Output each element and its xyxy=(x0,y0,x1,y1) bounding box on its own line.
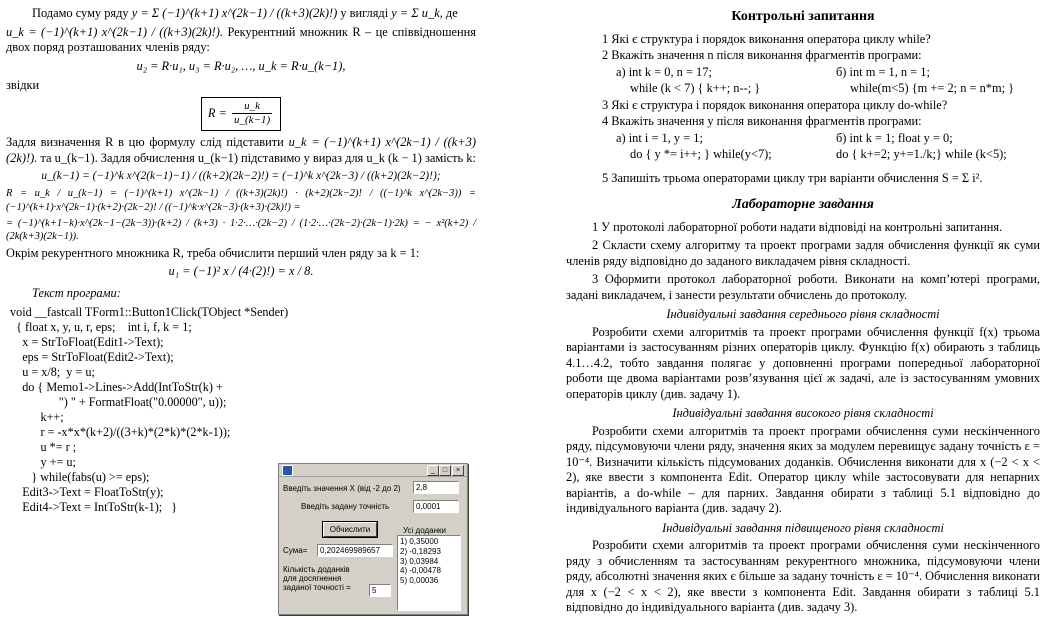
x-input[interactable]: 2,8 xyxy=(413,481,459,494)
code-line: Edit3->Text = FloatToStr(y); xyxy=(10,485,164,500)
lab-task-3: 3 Оформити протокол лабораторної роботи. Виконати на комп’ютері програми, задані викладачем, і занести результати обчислень до протоколу. xyxy=(566,272,1040,302)
code-line: u *= r ; xyxy=(10,440,77,455)
intro-text-b: у вигляді xyxy=(340,6,389,20)
x-label: Введіть значення Х (від -2 до 2) xyxy=(283,484,401,493)
question-2: 2 Вкажіть значення n після виконання фрагментів програми: xyxy=(602,48,922,62)
code-line: eps = StrToFloat(Edit2->Text); xyxy=(10,350,174,365)
code-line: ") " + FormatFloat("0.00000", u)); xyxy=(10,395,227,410)
code-line: r = -x*x*(k+2)/((3+k)*(2*k)*(2*k-1)); xyxy=(10,425,231,440)
uk-inline-formula: u_k = (−1)^(k+1) x^(2k−1) / ((k+3)(2k)!). xyxy=(6,135,476,165)
program-caption: Текст програми: xyxy=(32,285,121,300)
minimize-button[interactable]: _ xyxy=(427,465,439,476)
calculate-button[interactable]: Обчислити xyxy=(323,522,377,537)
intro-paragraph xyxy=(6,6,476,22)
whence-text: звідки xyxy=(6,78,40,92)
question-4-options-line-1 xyxy=(566,131,1040,147)
subst-text-b: та u_(k−1). Задля обчислення u_(k−1) підставимо у вираз для u_k (k − 1) замість k: xyxy=(40,150,476,165)
first-term-text: Окрім рекурентного множника R, треба обчислити перший член ряду за k = 1: xyxy=(6,245,420,260)
u1-formula: u₁ = (−1)² x / (4·(2)!) = x / 8. xyxy=(168,264,314,279)
close-button[interactable]: × xyxy=(452,465,464,476)
ukm1-formula: u_(k−1) = (−1)^k x^(2(k−1)−1) / ((k+2)(2k−2)!) = (−1)^k x^(2k−3) / ((k+2)(2k−2)!); xyxy=(41,170,441,182)
left-column xyxy=(6,6,476,515)
question-2-options-line-1 xyxy=(566,65,1040,81)
q2-option-a-decl: а) int k = 0, n = 17; xyxy=(616,64,712,79)
window-titlebar[interactable] xyxy=(279,464,467,477)
q2-option-b-decl: б) int m = 1, n = 1; xyxy=(836,64,930,79)
lab-task-2: 2 Скласти схему алгоритму та проект програми задля обчислення функції як суми членів ряду відповідно до заданого викладачем рівня складності. xyxy=(566,238,1040,268)
series-sum-formula: y = Σ u_k, xyxy=(391,6,443,20)
questions-title: Контрольні запитання xyxy=(731,9,875,24)
memo-line: 3) 0,03984 xyxy=(400,556,439,566)
eps-input[interactable]: 0,0001 xyxy=(413,500,459,513)
q2-option-b-loop: while(m<5) {m += 2; n = n*m; } xyxy=(850,81,1015,95)
uk-paragraph xyxy=(6,25,476,56)
r-boxed-formula xyxy=(6,97,476,132)
q2-option-a-loop: while (k < 7) { k++; n--; } xyxy=(630,81,761,95)
r-expansion-line-1: R = u_k / u_(k−1) = (−1)^(k+1) x^(2k−1) / ((k+3)(2k)!) · (k+2)(2k−2)! / ((−1)^k x^(2k−3)) = (−1)^(k+1)·x^(2k−1)·(k+2)·(2k−2)! / ((−1)^k·x^(2k−3)·(k+3)·(2k)!) = xyxy=(6,188,476,213)
memo-line: 1) 0,35000 xyxy=(400,537,439,546)
code-line: } while(fabs(u) >= eps); xyxy=(10,470,150,485)
all-terms-label: Усі доданки xyxy=(403,526,446,535)
question-4: 4 Вкажіть значення y після виконання фрагментів програми: xyxy=(602,114,922,128)
sum-label: Сума= xyxy=(283,546,308,555)
question-1: 1 Які є структура і порядок виконання оператора циклу while? xyxy=(602,31,931,46)
eps-label: Введіть задану точність xyxy=(301,502,390,511)
count-label: Кількість доданків для досягнення заданої точності = xyxy=(283,565,351,592)
code-line: y += u; xyxy=(10,455,76,470)
code-line: Edit4->Text = IntToStr(k-1); } xyxy=(10,500,178,515)
subheading-advanced: Індивідуальні завдання підвищеного рівня складності xyxy=(662,520,944,535)
sum-output[interactable]: 0,202469989657 xyxy=(317,544,393,557)
r-denominator: u_(k−1) xyxy=(234,114,271,127)
r-expansion-line-2: = (−1)^(k+1−k)·x^(2k−1−(2k−3))·(k+2) / (k+3) · 1·2·…·(2k−2) / (1·2·…·(2k−2)·(2k−1)·2k) = − x²(k+2) / (2k(k+3)(2k−1)). xyxy=(6,217,476,242)
intro-text-c: де xyxy=(445,6,458,20)
terms-memo[interactable] xyxy=(397,535,461,611)
code-line: do { Memo1->Lines->Add(IntToStr(k) + xyxy=(10,380,223,395)
memo-line: 4) -0,00478 xyxy=(400,566,441,576)
r-numerator: u_k xyxy=(232,100,272,115)
code-line: { float x, y, u, r, eps; int i, f, k = 1; xyxy=(10,320,192,335)
series-formula: y = Σ (−1)^(k+1) x^(2k−1) / ((k+3)(2k)!) xyxy=(131,6,338,20)
subheading-medium: Індивідуальні завдання середнього рівня складності xyxy=(666,307,940,321)
recurrence-chain: u₂ = R·u₁, u₃ = R·u₂, …, u_k = R·u_(k−1), xyxy=(136,58,346,73)
intro-text-a: Подамо суму ряду xyxy=(32,6,129,20)
code-line: x = StrToFloat(Edit1->Text); xyxy=(10,335,164,350)
q4-option-b-loop: do { k+=2; y+=1./k;} while (k<5); xyxy=(836,147,1007,161)
app-icon xyxy=(282,465,293,476)
right-column xyxy=(566,6,1040,619)
code-line: void __fastcall TForm1::Button1Click(TObject *Sender) xyxy=(10,305,289,320)
substitution-paragraph xyxy=(6,135,476,166)
question-2-options-line-2 xyxy=(566,81,1040,97)
paragraph-advanced: Розробити схеми алгоритмів та проект програми обчислення суми нескінченного ряду з обчисленням та застосуванням рекурентного множника, підсумовуючи члени ряду, абсолютні значення яких є більше за задану точність ε = 10⁻⁴. Обчислення виконати для x (−2 < x < 2), яке ввести з компонента Edit. Завдання обирати з таблиці 5.1 відповідно до індивідуального варіанта (див. задачу 3). xyxy=(566,538,1040,614)
paragraph-medium: Розробити схеми алгоритмів та проект програми обчислення функції f(x) трьома варіантами із застосуванням різних операторів циклу. Функцію f(x) обирають з таблиць 4.1…4.2, тобто завдання полягає у доповненні програми попередньої лабораторної роботи ще двома варіантами розв’язування цієї ж задачі, але із застосуванням умовних операторів циклу (див. задачу 1). xyxy=(566,324,1040,401)
r-lhs: R = xyxy=(207,105,227,120)
q4-option-b-decl: б) int k = 1; float y = 0; xyxy=(836,130,953,145)
paragraph-high: Розробити схеми алгоритмів та проект програми обчислення суми нескінченного ряду, підсумовуючи члени ряду, значення яких за модулем перевищує задану точність ε = 10⁻⁴. Визначити кількість підсумованих доданків. Обчислення виконати для x (−2 < x < 2), яке ввести з компонента Edit. Оператор циклу while застосовувати для непарних варіантів, а do-while – для парних. Завдання обирати з таблиці 5.1 відповідно до індивідуального варіанта (див. задачу 2). xyxy=(566,423,1040,515)
recurrent-text: Рекурентний множник R – це співвідношення двох поряд розташованих членів ряду: xyxy=(6,24,476,54)
question-4-options-line-2 xyxy=(566,147,1040,163)
code-line: k++; xyxy=(10,410,64,425)
maximize-button[interactable]: □ xyxy=(439,465,451,476)
memo-line: 5) 0,00036 xyxy=(400,576,439,586)
q4-option-a-loop: do { y *= i++; } while(y<7); xyxy=(630,147,772,161)
q4-option-a-decl: а) int i = 1, y = 1; xyxy=(616,130,703,145)
app-window xyxy=(278,463,468,615)
code-line: u = x/8; y = u; xyxy=(10,365,95,380)
uk-definition: u_k = (−1)^(k+1) x^(2k−1) / ((k+3)(2k)!). xyxy=(6,24,224,39)
lab-title: Лабораторне завдання xyxy=(732,197,874,212)
lab-task-1: 1 У протоколі лабораторної роботи надати відповіді на контрольні запитання. xyxy=(592,219,1003,234)
question-5: 5 Запишіть трьома операторами циклу три варіанти обчислення S = Σ i². xyxy=(602,170,983,185)
subst-text-a: Задля визначення R в цю формулу слід підставити xyxy=(6,135,284,149)
memo-line: 2) -0,18293 xyxy=(400,546,441,556)
subheading-high: Індивідуальні завдання високого рівня складності xyxy=(672,406,934,420)
question-3: 3 Які є структура і порядок виконання оператора циклу do-while? xyxy=(602,97,948,112)
count-output[interactable]: 5 xyxy=(369,584,391,597)
